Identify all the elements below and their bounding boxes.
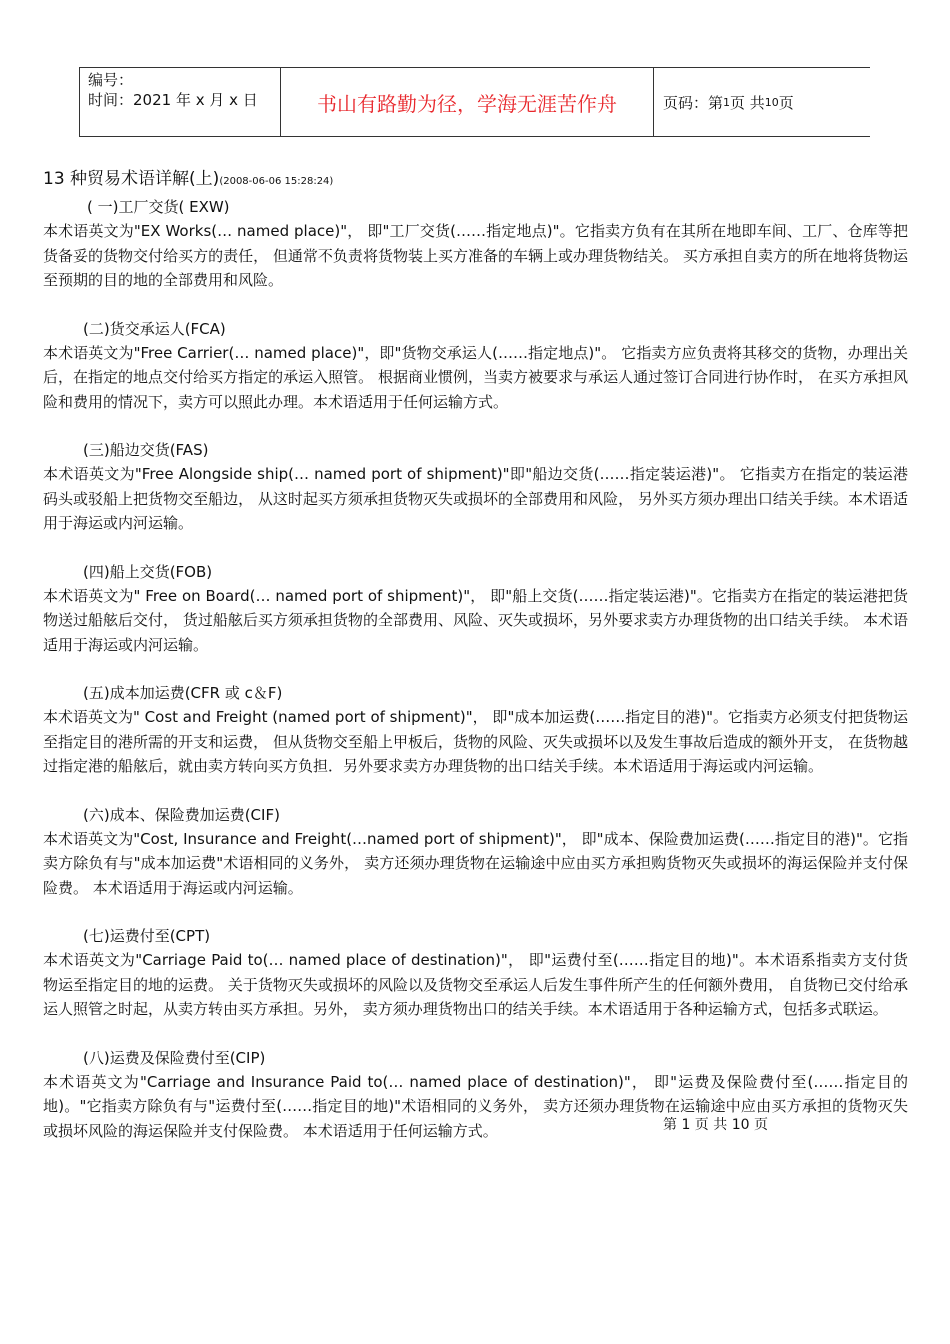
section-heading-fas: (三)船边交货(FAS) bbox=[83, 441, 209, 459]
page-current: 1 bbox=[723, 95, 731, 109]
title-text: 13 种贸易术语详解(上) bbox=[43, 169, 220, 189]
header-page-number bbox=[654, 68, 870, 136]
section-body-exw: 本术语英文为"EX Works(… named place)"， 即"工厂交货(……指定地点)"。它指卖方负有在其所在地即车间、工厂、仓库等把货备妥的货物交付给买方的责任， 但通常不负责将货物装上买方准备的车辆上或办理货物结关。 买方承担自卖方的所在地将货物运至预期的目的地的全部费用和风险。 bbox=[43, 222, 908, 289]
document-header bbox=[79, 67, 870, 137]
section-heading-cip: (八)运费及保险费付至(CIP) bbox=[83, 1048, 266, 1067]
section-body-cip: 本术语英文为"Carriage and Insurance Paid to(… named place of destination)"， 即"运费及保险费付至(……指定目的地)。"它指卖方除负有与"运费付至(……指定目的地)"术语相同的义务外， 卖方还须办理货物在运输途中应由买方承担的货物灭失或损坏风险的海运保险并支付保险费。 本术语适用于任何运输方式。 bbox=[43, 1072, 908, 1140]
section-heading-cfr: (五)成本加运费(CFR 或 c＆F) bbox=[83, 684, 283, 702]
page-total: 10 bbox=[764, 95, 779, 109]
section-heading-exw: ( 一)工厂交货( EXW) bbox=[87, 198, 230, 216]
page-suffix: 页 bbox=[778, 93, 794, 112]
overlay-page-mark: 第 1 页 共 10 页 bbox=[663, 1117, 768, 1133]
section-body-cif: 本术语英文为"Cost, Insurance and Freight(…named port of shipment)"， 即"成本、保险费加运费(……指定目的港)"。它指卖方除负有与"成本加运费"术语相同的义务外， 卖方还须办理货物在运输途中应由买方承担购货物灭失或损坏的海运保险并支付保险费。 本术语适用于海运或内河运输。 bbox=[43, 829, 908, 897]
section-body-cpt: 本术语英文为"Carriage Paid to(… named place of destination)"， 即"运费付至(……指定目的地)"。本术语系指卖方支付货物运至指定目的地的运费。 关于货物灭失或损坏的风险以及货物交至承运人后发生事件所产生的任何额外费用， 自货物已交付给承运人照管之时起，从卖方转由买方承担。另外， 卖方须办理货物出口的结关手续。本术语适用于各种运输方式，包括多式联运。 bbox=[43, 951, 908, 1018]
page-prefix: 页码：第 bbox=[663, 93, 724, 112]
header-motto: 书山有路勤为径，学海无涯苦作舟 bbox=[281, 68, 654, 136]
section-body-cfr: 本术语英文为" Cost and Freight (named port of shipment)"， 即"成本加运费(……指定目的港)"。它指卖方必须支付把货物运至指定目的港所需的开支和运费， 但从货物交至船上甲板后，货物的风险、灭失或损坏以及发生事故后造成的额外开支， 在货物越过指定港的船舷后，就由卖方转向买方负担．另外要求卖方办理货物的出口结关手续。本术语适用于海运或内河运输。 bbox=[43, 708, 908, 775]
header-info-cell bbox=[80, 68, 281, 136]
document-number-label: 编号： bbox=[88, 71, 134, 89]
document-body bbox=[43, 166, 908, 1143]
section-body-fas: 本术语英文为"Free Alongside ship(… named port of shipment)"即"船边交货(……指定装运港)"。 它指卖方在指定的装运港码头或驳船上把货物交至船边， 从这时起买方须承担货物灭失或损坏的全部费用和风险， 另外买方须办理出口结关手续。本术语适用于海运或内河运输。 bbox=[43, 465, 908, 532]
section-heading-fca: (二)货交承运人(FCA) bbox=[83, 319, 226, 338]
section-heading-fob: (四)船上交货(FOB) bbox=[83, 562, 213, 581]
document-date: 时间：2021 年 x 月 x 日 bbox=[88, 91, 258, 109]
section-body-fob: 本术语英文为" Free on Board(… named port of shipment)"， 即"船上交货(……指定装运港)"。它指卖方在指定的装运港把货物送过船舷后交付， 货过船舷后买方须承担货物的全部费用、风险、灭失或损坏，另外要求卖方办理货物的出口结关手续。 本术语适用于海运或内河运输。 bbox=[43, 586, 908, 654]
section-heading-cif: (六)成本、保险费加运费(CIF) bbox=[83, 805, 280, 824]
page-mid: 页 共 bbox=[730, 93, 765, 112]
document-title bbox=[43, 166, 908, 195]
section-heading-cpt: (七)运费付至(CPT) bbox=[83, 927, 211, 945]
title-timestamp: (2008-06-06 15:28:24) bbox=[219, 176, 334, 187]
section-body-fca: 本术语英文为"Free Carrier(… named place)"，即"货物交承运人(……指定地点)"。 它指卖方应负责将其移交的货物，办理出关后，在指定的地点交付给买方指定的承运入照管。 根据商业惯例，当卖方被要求与承运人通过签订合同进行协作时， 在买方承担风险和费用的情况下，卖方可以照此办理。本术语适用于任何运输方式。 bbox=[43, 343, 908, 411]
